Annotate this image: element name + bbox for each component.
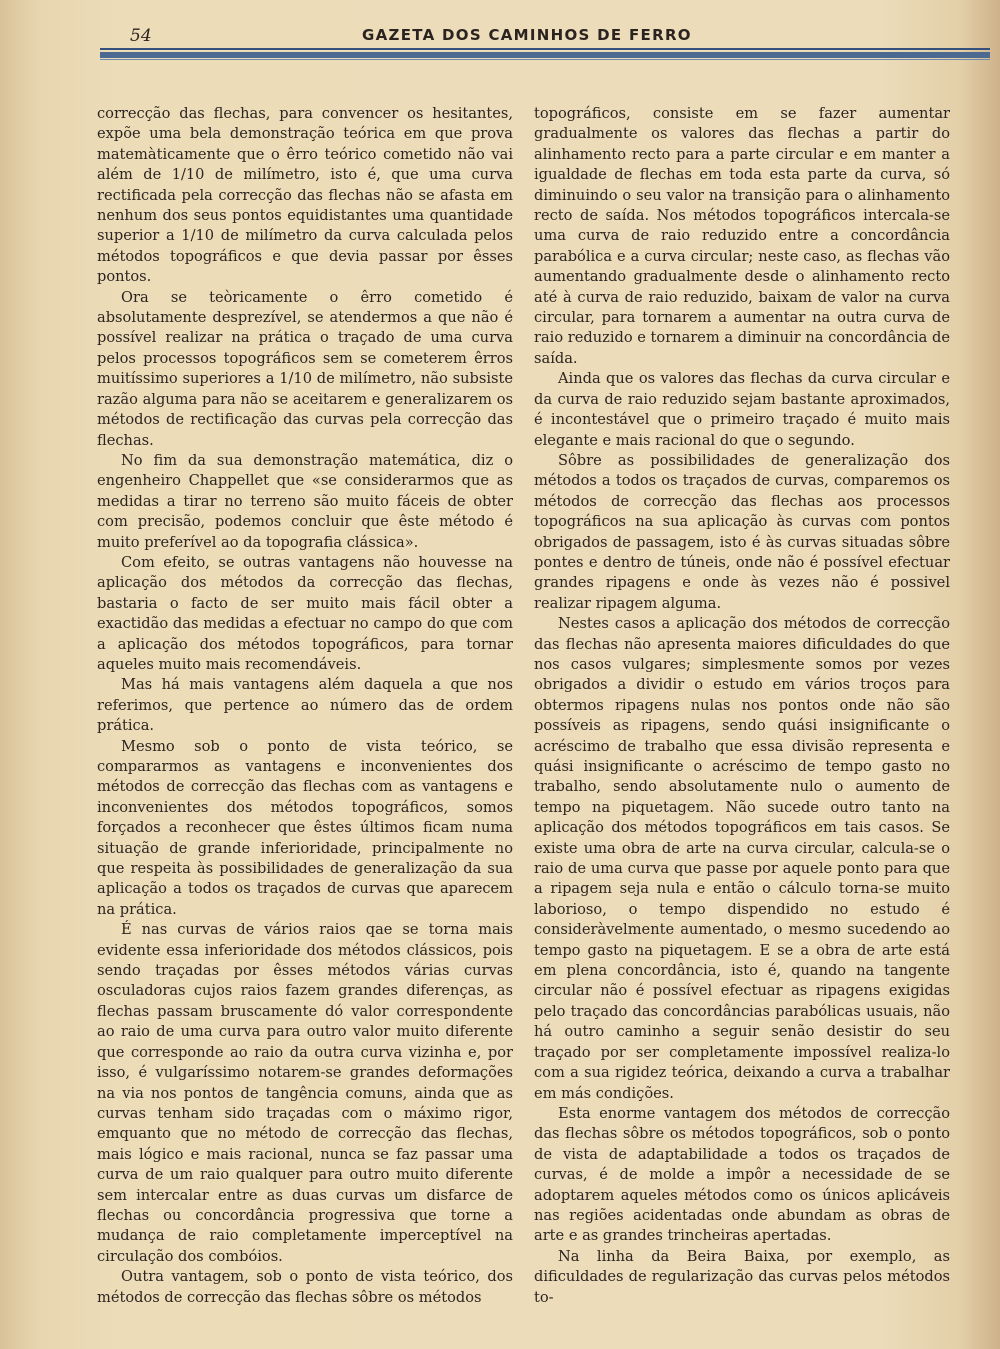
journal-title: GAZETA DOS CAMINHOS DE FERRO — [362, 26, 692, 44]
paragraph: topográficos, consiste em se fazer aumentar gradualmente os valores das flechas a partir do alinhamento recto para a parte circular e em manter a igualdade de flechas em toda esta parte da curva, só diminuindo o seu valor na transição para o alinhamento recto de saída. Nos métodos topográficos intercala-se uma curva de raio reduzido entre a concordância parabólica e a curva circular; neste caso, as flechas vão aumentando gradualmente desde o alinhamento recto até à curva de raio reduzido, baixam de valor na curva circular, para tornarem a aumentar na outra curva de raio reduzido e tornarem a diminuir na concordância de saída. — [534, 105, 950, 367]
paragraph: É nas curvas de vários raios qae se torna mais evidente essa inferioridade dos métodos clássicos, pois sendo traçadas por êsses métodos várias curvas osculadoras cujos raios fazem grandes diferenças, as flechas passam bruscamente dó valor correspondente ao raio de uma curva para outro valor muito diferente que corresponde ao raio da outra curva vizinha e, por isso, é vulgaríssimo notarem-se grandes deformações na via nos pontos de tangência comuns, ainda que as curvas tenham sido traçadas com o máximo rigor, emquanto que no método de correcção das flechas, mais lógico e mais racional, nunca se faz passar uma curva de um raio qualquer para outro muito diferente sem intercalar entre as duas curvas um disfarce de flechas ou concordância progressiva que torne a mudança de raio completamente imperceptível na circulação dos combóios. — [97, 921, 513, 1265]
paragraph: Mesmo sob o ponto de vista teórico, se compararmos as vantagens e inconvenientes dos métodos de correcção das flechas com as vantagens e inconvenientes dos métodos topográficos, somos forçados a reconhecer que êstes últimos ficam numa situação de grande inferioridade, principalmente no que respeita às possibilidades de generalização da sua aplicação a todos os traçados de curvas que aparecem na prática. — [97, 737, 513, 918]
paragraph: Nestes casos a aplicação dos métodos de correcção das flechas não apresenta maiores dificuldades do que nos casos vulgares; simplesmente somos por vezes obrigados a dividir o estudo em vários troços para obtermos ripagens nulas nos pontos onde não são possíveis as ripagens, sendo quási insignificante o acréscimo de trabalho que essa divisão representa e quási insignificante o acréscimo de tempo gasto no trabalho, sendo absolutamente nulo o aumento de tempo na piquetagem. Não sucede outro tanto na aplicação dos métodos topográficos em tais casos. Se existe uma obra de arte na curva circular, calcula-se o raio de uma curva que passe por aquele ponto para que a ripagem seja nula e então o cálculo torna-se muito laborioso, o tempo dispendido no estudo é consideràvelmente aumentado, o mesmo sucedendo ao tempo gasto na piquetagem. E se a obra de arte está em plena concordância, isto é, quando na tangente circular não é possível efectuar as ripagens exigidas pelo traçado das concordâncias parabólicas usuais, não há outro caminho a seguir senão desistir do seu traçado por ser completamente impossível realiza-lo com a sua rigidez teórica, deixando a curva a trabalhar em más condições. — [534, 615, 950, 1102]
paragraph: correcção das flechas, para convencer os hesitantes, expõe uma bela demonstração teórica em que prova matemàticamente que o êrro teórico cometido não vai além de 1/10 de milímetro, isto é, que uma curva rectificada pela correcção das flechas não se afasta em nenhum dos seus pontos equidistantes uma quantidade superior a 1/10 de milímetro da curva calculada pelos métodos topográficos e que devia passar por êsses pontos. — [97, 105, 513, 286]
paragraph: Na linha da Beira Baixa, por exemplo, as dificuldades de regularização das curvas pelos métodos to- — [534, 1247, 950, 1306]
page-number: 54 — [130, 26, 152, 46]
page-header — [100, 22, 990, 46]
header-rule — [100, 48, 990, 61]
paragraph: Ainda que os valores das flechas da curva circular e da curva de raio reduzido sejam bastante aproximados, é incontestável que o primeiro traçado é muito mais elegante e mais racional do que o segundo. — [534, 370, 950, 449]
left-column — [97, 104, 513, 1308]
paragraph: Ora se teòricamente o êrro cometido é absolutamente desprezível, se atendermos a que não é possível realizar na prática o traçado de uma curva pelos processos topográficos sem se cometerem êrros muitíssimo superiores a 1/10 de milímetro, não subsiste razão alguma para não se aceitarem e generalizarem os métodos de rectificação das curvas pela correcção das flechas. — [97, 288, 513, 449]
paragraph: Mas há mais vantagens além daquela a que nos referimos, que pertence ao número das de ordem prática. — [97, 676, 513, 735]
paragraph: Outra vantagem, sob o ponto de vista teórico, dos métodos de correcção das flechas sôbre os métodos — [97, 1268, 513, 1306]
paragraph: Com efeito, se outras vantagens não houvesse na aplicação dos métodos da correcção das flechas, bastaria o facto de ser muito mais fácil obter a exactidão das medidas a efectuar no campo do que com a aplicação dos métodos topográficos, para tornar aqueles muito mais recomendáveis. — [97, 553, 513, 673]
paragraph: No fim da sua demonstração matemática, diz o engenheiro Chappellet que «se considerarmos que as medidas a tirar no terreno são muito fáceis de obter com precisão, podemos concluir que êste método é muito preferível ao da topografia clássica». — [97, 451, 513, 551]
paragraph: Sôbre as possibilidades de generalização dos métodos a todos os traçados de curvas, comparemos os métodos de correcção das flechas aos processos topográficos na sua aplicação às curvas com pontos obrigados de passagem, isto é às curvas situadas sôbre pontes e dentro de túneis, onde não é possível efectuar grandes ripagens e onde às vezes não é possivel realizar ripagem alguma. — [534, 451, 950, 612]
paragraph: Esta enorme vantagem dos métodos de correcção das flechas sôbre os métodos topográficos, sob o ponto de vista de adaptabilidade a todos os traçados de curvas, é de molde a impôr a necessidade de se adoptarem aqueles métodos como os únicos aplicáveis nas regiões acidentadas onde abundam as obras de arte e as grandes trincheiras apertadas. — [534, 1104, 950, 1245]
right-column — [534, 104, 950, 1308]
